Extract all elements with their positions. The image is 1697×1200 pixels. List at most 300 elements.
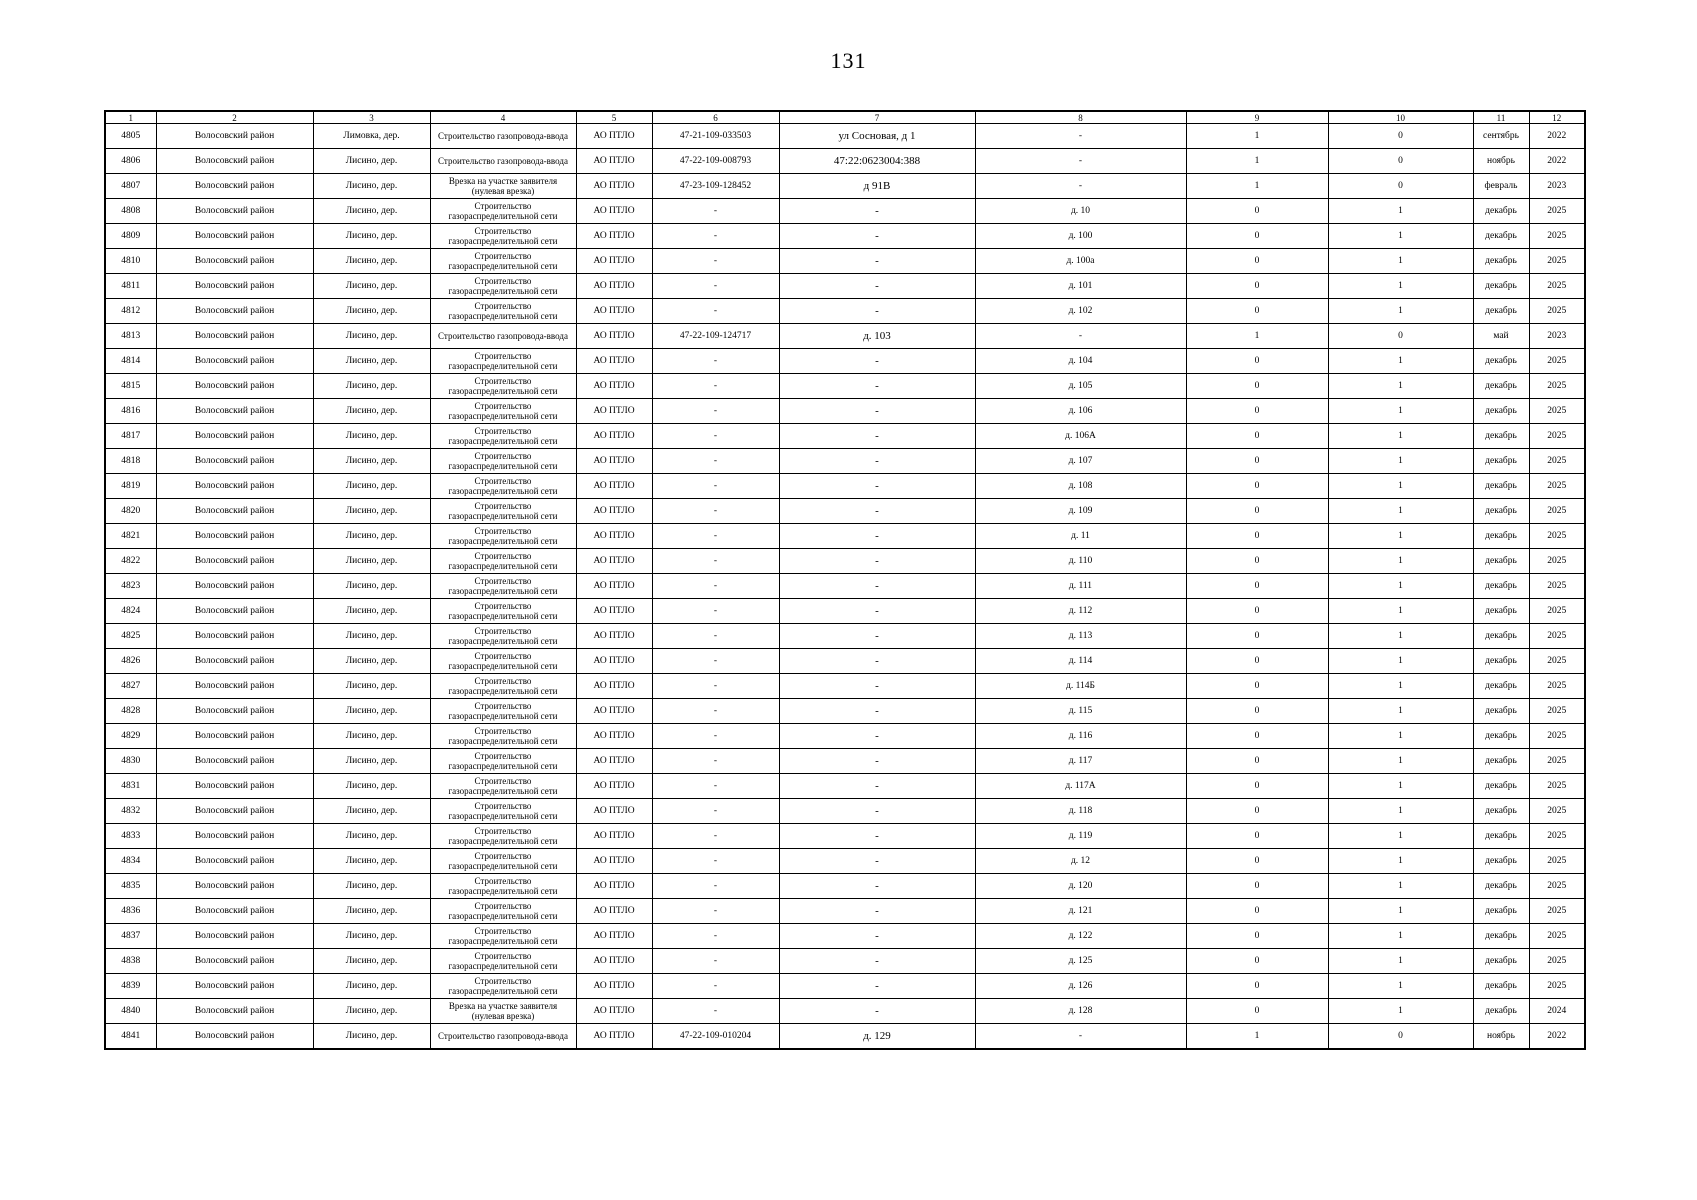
table-row — [105, 174, 1585, 199]
col10-cell: 1 — [1328, 424, 1473, 449]
col10-cell: 1 — [1328, 399, 1473, 424]
address-cell: ул Сосновая, д 1 — [779, 124, 975, 149]
month-cell: декабрь — [1473, 799, 1529, 824]
year-cell: 2025 — [1529, 349, 1585, 374]
col10-cell: 1 — [1328, 499, 1473, 524]
organization-cell: АО ПТЛО — [576, 474, 652, 499]
work-type-cell: Строительство газопровода-ввода — [430, 324, 576, 349]
column-number: 6 — [652, 111, 779, 124]
application-number-cell: - — [652, 899, 779, 924]
address-cell: - — [779, 599, 975, 624]
locality-cell: Лисино, дер. — [313, 249, 430, 274]
table-row — [105, 449, 1585, 474]
district-cell: Волосовский район — [156, 174, 313, 199]
month-cell: декабрь — [1473, 249, 1529, 274]
month-cell: ноябрь — [1473, 149, 1529, 174]
organization-cell: АО ПТЛО — [576, 349, 652, 374]
col9-cell: 0 — [1186, 724, 1328, 749]
application-number-cell: - — [652, 199, 779, 224]
locality-cell: Лисино, дер. — [313, 174, 430, 199]
application-number-cell: - — [652, 749, 779, 774]
col10-cell: 1 — [1328, 199, 1473, 224]
address-cell: - — [779, 424, 975, 449]
row-number-cell: 4812 — [105, 299, 156, 324]
organization-cell: АО ПТЛО — [576, 974, 652, 999]
col9-cell: 1 — [1186, 324, 1328, 349]
year-cell: 2025 — [1529, 674, 1585, 699]
organization-cell: АО ПТЛО — [576, 899, 652, 924]
year-cell: 2025 — [1529, 549, 1585, 574]
organization-cell: АО ПТЛО — [576, 674, 652, 699]
locality-cell: Лисино, дер. — [313, 474, 430, 499]
district-cell: Волосовский район — [156, 149, 313, 174]
organization-cell: АО ПТЛО — [576, 874, 652, 899]
year-cell: 2025 — [1529, 299, 1585, 324]
row-number-cell: 4816 — [105, 399, 156, 424]
col10-cell: 1 — [1328, 474, 1473, 499]
col9-cell: 0 — [1186, 299, 1328, 324]
month-cell: декабрь — [1473, 824, 1529, 849]
col10-cell: 1 — [1328, 999, 1473, 1024]
col9-cell: 0 — [1186, 624, 1328, 649]
organization-cell: АО ПТЛО — [576, 924, 652, 949]
col9-cell: 0 — [1186, 349, 1328, 374]
row-number-cell: 4811 — [105, 274, 156, 299]
col9-cell: 1 — [1186, 149, 1328, 174]
col9-cell: 0 — [1186, 424, 1328, 449]
locality-cell: Лисино, дер. — [313, 574, 430, 599]
month-cell: декабрь — [1473, 674, 1529, 699]
col10-cell: 0 — [1328, 1024, 1473, 1050]
application-number-cell: - — [652, 549, 779, 574]
table-row — [105, 599, 1585, 624]
house-cell: д. 11 — [975, 524, 1186, 549]
locality-cell: Лисино, дер. — [313, 599, 430, 624]
address-cell: - — [779, 274, 975, 299]
locality-cell: Лисино, дер. — [313, 824, 430, 849]
organization-cell: АО ПТЛО — [576, 799, 652, 824]
work-type-cell: Строительство газораспределительной сети — [430, 774, 576, 799]
work-type-cell: Строительство газораспределительной сети — [430, 374, 576, 399]
locality-cell: Лисино, дер. — [313, 649, 430, 674]
application-number-cell: - — [652, 949, 779, 974]
year-cell: 2025 — [1529, 924, 1585, 949]
row-number-cell: 4840 — [105, 999, 156, 1024]
year-cell: 2025 — [1529, 749, 1585, 774]
address-cell: - — [779, 624, 975, 649]
district-cell: Волосовский район — [156, 799, 313, 824]
column-number-row — [105, 111, 1585, 124]
district-cell: Волосовский район — [156, 374, 313, 399]
address-cell: - — [779, 574, 975, 599]
address-cell: - — [779, 649, 975, 674]
application-number-cell: - — [652, 674, 779, 699]
organization-cell: АО ПТЛО — [576, 374, 652, 399]
col10-cell: 1 — [1328, 599, 1473, 624]
work-type-cell: Строительство газораспределительной сети — [430, 349, 576, 374]
table-row — [105, 624, 1585, 649]
row-number-cell: 4809 — [105, 224, 156, 249]
table-row — [105, 674, 1585, 699]
locality-cell: Лисино, дер. — [313, 199, 430, 224]
house-cell: д. 115 — [975, 699, 1186, 724]
year-cell: 2023 — [1529, 324, 1585, 349]
month-cell: декабрь — [1473, 849, 1529, 874]
col10-cell: 1 — [1328, 674, 1473, 699]
col9-cell: 0 — [1186, 224, 1328, 249]
locality-cell: Лисино, дер. — [313, 374, 430, 399]
month-cell: сентябрь — [1473, 124, 1529, 149]
table-row — [105, 774, 1585, 799]
table-row — [105, 949, 1585, 974]
year-cell: 2022 — [1529, 1024, 1585, 1050]
col10-cell: 1 — [1328, 949, 1473, 974]
col10-cell: 1 — [1328, 874, 1473, 899]
work-type-cell: Строительство газораспределительной сети — [430, 224, 576, 249]
work-type-cell: Строительство газораспределительной сети — [430, 924, 576, 949]
row-number-cell: 4830 — [105, 749, 156, 774]
col10-cell: 1 — [1328, 299, 1473, 324]
district-cell: Волосовский район — [156, 224, 313, 249]
work-type-cell: Строительство газораспределительной сети — [430, 499, 576, 524]
col10-cell: 1 — [1328, 249, 1473, 274]
application-number-cell: - — [652, 374, 779, 399]
year-cell: 2024 — [1529, 999, 1585, 1024]
row-number-cell: 4836 — [105, 899, 156, 924]
col10-cell: 1 — [1328, 224, 1473, 249]
month-cell: декабрь — [1473, 699, 1529, 724]
year-cell: 2025 — [1529, 424, 1585, 449]
address-cell: - — [779, 949, 975, 974]
address-cell: - — [779, 524, 975, 549]
month-cell: декабрь — [1473, 449, 1529, 474]
col9-cell: 0 — [1186, 824, 1328, 849]
locality-cell: Лисино, дер. — [313, 424, 430, 449]
col9-cell: 0 — [1186, 274, 1328, 299]
work-type-cell: Строительство газораспределительной сети — [430, 599, 576, 624]
address-cell: - — [779, 824, 975, 849]
month-cell: декабрь — [1473, 374, 1529, 399]
locality-cell: Лисино, дер. — [313, 874, 430, 899]
house-cell: - — [975, 124, 1186, 149]
col9-cell: 0 — [1186, 849, 1328, 874]
application-number-cell: - — [652, 524, 779, 549]
month-cell: декабрь — [1473, 949, 1529, 974]
column-number: 10 — [1328, 111, 1473, 124]
col10-cell: 1 — [1328, 624, 1473, 649]
col10-cell: 1 — [1328, 824, 1473, 849]
column-number: 11 — [1473, 111, 1529, 124]
locality-cell: Лисино, дер. — [313, 849, 430, 874]
address-cell: - — [779, 374, 975, 399]
address-cell: - — [779, 499, 975, 524]
organization-cell: АО ПТЛО — [576, 324, 652, 349]
application-number-cell: - — [652, 924, 779, 949]
row-number-cell: 4832 — [105, 799, 156, 824]
col10-cell: 1 — [1328, 749, 1473, 774]
col10-cell: 1 — [1328, 649, 1473, 674]
column-number: 5 — [576, 111, 652, 124]
month-cell: ноябрь — [1473, 1024, 1529, 1050]
district-cell: Волосовский район — [156, 299, 313, 324]
col10-cell: 1 — [1328, 899, 1473, 924]
month-cell: декабрь — [1473, 774, 1529, 799]
locality-cell: Лисино, дер. — [313, 949, 430, 974]
column-number: 7 — [779, 111, 975, 124]
col9-cell: 0 — [1186, 549, 1328, 574]
address-cell: - — [779, 299, 975, 324]
application-number-cell: - — [652, 224, 779, 249]
row-number-cell: 4829 — [105, 724, 156, 749]
locality-cell: Лисино, дер. — [313, 749, 430, 774]
application-number-cell: 47-23-109-128452 — [652, 174, 779, 199]
work-type-cell: Строительство газопровода-ввода — [430, 149, 576, 174]
address-cell: - — [779, 349, 975, 374]
col10-cell: 0 — [1328, 324, 1473, 349]
column-number: 4 — [430, 111, 576, 124]
row-number-cell: 4824 — [105, 599, 156, 624]
col9-cell: 0 — [1186, 449, 1328, 474]
district-cell: Волосовский район — [156, 1024, 313, 1050]
row-number-cell: 4806 — [105, 149, 156, 174]
house-cell: д. 108 — [975, 474, 1186, 499]
application-number-cell: - — [652, 824, 779, 849]
col9-cell: 0 — [1186, 699, 1328, 724]
locality-cell: Лисино, дер. — [313, 674, 430, 699]
work-type-cell: Строительство газораспределительной сети — [430, 299, 576, 324]
col9-cell: 0 — [1186, 899, 1328, 924]
application-number-cell: - — [652, 724, 779, 749]
month-cell: декабрь — [1473, 624, 1529, 649]
district-cell: Волосовский район — [156, 749, 313, 774]
district-cell: Волосовский район — [156, 824, 313, 849]
work-type-cell: Строительство газораспределительной сети — [430, 974, 576, 999]
work-type-cell: Строительство газораспределительной сети — [430, 574, 576, 599]
district-cell: Волосовский район — [156, 274, 313, 299]
row-number-cell: 4825 — [105, 624, 156, 649]
locality-cell: Лисино, дер. — [313, 699, 430, 724]
year-cell: 2023 — [1529, 174, 1585, 199]
organization-cell: АО ПТЛО — [576, 524, 652, 549]
month-cell: декабрь — [1473, 299, 1529, 324]
table-row — [105, 374, 1585, 399]
month-cell: декабрь — [1473, 899, 1529, 924]
address-cell: - — [779, 449, 975, 474]
row-number-cell: 4818 — [105, 449, 156, 474]
year-cell: 2025 — [1529, 624, 1585, 649]
work-type-cell: Строительство газораспределительной сети — [430, 649, 576, 674]
col10-cell: 1 — [1328, 699, 1473, 724]
locality-cell: Лисино, дер. — [313, 449, 430, 474]
row-number-cell: 4808 — [105, 199, 156, 224]
col10-cell: 1 — [1328, 449, 1473, 474]
row-number-cell: 4841 — [105, 1024, 156, 1050]
work-type-cell: Строительство газораспределительной сети — [430, 624, 576, 649]
table-row — [105, 524, 1585, 549]
house-cell: д. 104 — [975, 349, 1186, 374]
table-row — [105, 549, 1585, 574]
year-cell: 2025 — [1529, 199, 1585, 224]
application-number-cell: - — [652, 799, 779, 824]
organization-cell: АО ПТЛО — [576, 774, 652, 799]
organization-cell: АО ПТЛО — [576, 949, 652, 974]
col10-cell: 1 — [1328, 974, 1473, 999]
month-cell: декабрь — [1473, 274, 1529, 299]
col9-cell: 0 — [1186, 574, 1328, 599]
organization-cell: АО ПТЛО — [576, 274, 652, 299]
application-number-cell: - — [652, 399, 779, 424]
application-number-cell: - — [652, 874, 779, 899]
col9-cell: 0 — [1186, 249, 1328, 274]
table-row — [105, 324, 1585, 349]
year-cell: 2025 — [1529, 824, 1585, 849]
district-cell: Волосовский район — [156, 449, 313, 474]
table-row — [105, 474, 1585, 499]
col9-cell: 0 — [1186, 924, 1328, 949]
locality-cell: Лисино, дер. — [313, 1024, 430, 1050]
district-cell: Волосовский район — [156, 424, 313, 449]
address-cell: д 91В — [779, 174, 975, 199]
month-cell: декабрь — [1473, 924, 1529, 949]
district-cell: Волосовский район — [156, 999, 313, 1024]
row-number-cell: 4826 — [105, 649, 156, 674]
work-type-cell: Врезка на участке заявителя (нулевая врезка) — [430, 999, 576, 1024]
month-cell: май — [1473, 324, 1529, 349]
organization-cell: АО ПТЛО — [576, 174, 652, 199]
table-row — [105, 399, 1585, 424]
house-cell: - — [975, 324, 1186, 349]
house-cell: д. 120 — [975, 874, 1186, 899]
house-cell: д. 111 — [975, 574, 1186, 599]
year-cell: 2025 — [1529, 799, 1585, 824]
organization-cell: АО ПТЛО — [576, 574, 652, 599]
column-number: 3 — [313, 111, 430, 124]
locality-cell: Лисино, дер. — [313, 524, 430, 549]
table-row — [105, 274, 1585, 299]
address-cell: - — [779, 699, 975, 724]
col10-cell: 0 — [1328, 174, 1473, 199]
district-cell: Волосовский район — [156, 124, 313, 149]
col10-cell: 1 — [1328, 274, 1473, 299]
locality-cell: Лисино, дер. — [313, 549, 430, 574]
row-number-cell: 4839 — [105, 974, 156, 999]
row-number-cell: 4821 — [105, 524, 156, 549]
house-cell: д. 121 — [975, 899, 1186, 924]
application-number-cell: - — [652, 774, 779, 799]
organization-cell: АО ПТЛО — [576, 424, 652, 449]
organization-cell: АО ПТЛО — [576, 649, 652, 674]
house-cell: д. 106А — [975, 424, 1186, 449]
work-type-cell: Строительство газораспределительной сети — [430, 274, 576, 299]
address-cell: - — [779, 799, 975, 824]
row-number-cell: 4833 — [105, 824, 156, 849]
house-cell: д. 113 — [975, 624, 1186, 649]
organization-cell: АО ПТЛО — [576, 824, 652, 849]
locality-cell: Лисино, дер. — [313, 299, 430, 324]
organization-cell: АО ПТЛО — [576, 149, 652, 174]
col9-cell: 0 — [1186, 199, 1328, 224]
house-cell: д. 119 — [975, 824, 1186, 849]
organization-cell: АО ПТЛО — [576, 599, 652, 624]
row-number-cell: 4815 — [105, 374, 156, 399]
year-cell: 2022 — [1529, 149, 1585, 174]
address-cell: д. 103 — [779, 324, 975, 349]
district-cell: Волосовский район — [156, 599, 313, 624]
month-cell: декабрь — [1473, 599, 1529, 624]
application-number-cell: - — [652, 424, 779, 449]
district-cell: Волосовский район — [156, 549, 313, 574]
col10-cell: 1 — [1328, 574, 1473, 599]
application-number-cell: 47-22-109-010204 — [652, 1024, 779, 1050]
address-cell: - — [779, 924, 975, 949]
year-cell: 2025 — [1529, 874, 1585, 899]
work-type-cell: Строительство газораспределительной сети — [430, 674, 576, 699]
work-type-cell: Строительство газораспределительной сети — [430, 699, 576, 724]
col9-cell: 0 — [1186, 774, 1328, 799]
year-cell: 2025 — [1529, 274, 1585, 299]
col9-cell: 0 — [1186, 749, 1328, 774]
house-cell: д. 114Б — [975, 674, 1186, 699]
application-number-cell: - — [652, 574, 779, 599]
col10-cell: 1 — [1328, 349, 1473, 374]
district-cell: Волосовский район — [156, 949, 313, 974]
locality-cell: Лисино, дер. — [313, 499, 430, 524]
month-cell: декабрь — [1473, 649, 1529, 674]
col10-cell: 1 — [1328, 549, 1473, 574]
work-type-cell: Строительство газопровода-ввода — [430, 124, 576, 149]
month-cell: декабрь — [1473, 549, 1529, 574]
organization-cell: АО ПТЛО — [576, 749, 652, 774]
row-number-cell: 4820 — [105, 499, 156, 524]
year-cell: 2022 — [1529, 124, 1585, 149]
organization-cell: АО ПТЛО — [576, 399, 652, 424]
col10-cell: 1 — [1328, 374, 1473, 399]
address-cell: - — [779, 249, 975, 274]
house-cell: д. 100а — [975, 249, 1186, 274]
column-number: 1 — [105, 111, 156, 124]
column-number: 9 — [1186, 111, 1328, 124]
house-cell: д. 102 — [975, 299, 1186, 324]
house-cell: д. 106 — [975, 399, 1186, 424]
year-cell: 2025 — [1529, 974, 1585, 999]
house-cell: д. 107 — [975, 449, 1186, 474]
col9-cell: 0 — [1186, 474, 1328, 499]
locality-cell: Лисино, дер. — [313, 724, 430, 749]
house-cell: д. 10 — [975, 199, 1186, 224]
application-number-cell: 47-21-109-033503 — [652, 124, 779, 149]
work-type-cell: Строительство газораспределительной сети — [430, 749, 576, 774]
column-number: 12 — [1529, 111, 1585, 124]
col10-cell: 1 — [1328, 774, 1473, 799]
organization-cell: АО ПТЛО — [576, 124, 652, 149]
row-number-cell: 4827 — [105, 674, 156, 699]
col9-cell: 0 — [1186, 374, 1328, 399]
col9-cell: 0 — [1186, 674, 1328, 699]
row-number-cell: 4813 — [105, 324, 156, 349]
row-number-cell: 4805 — [105, 124, 156, 149]
district-cell: Волосовский район — [156, 524, 313, 549]
organization-cell: АО ПТЛО — [576, 249, 652, 274]
locality-cell: Лимовка, дер. — [313, 124, 430, 149]
organization-cell: АО ПТЛО — [576, 999, 652, 1024]
table-row — [105, 574, 1585, 599]
row-number-cell: 4810 — [105, 249, 156, 274]
organization-cell: АО ПТЛО — [576, 1024, 652, 1050]
table-row — [105, 649, 1585, 674]
col9-cell: 1 — [1186, 174, 1328, 199]
house-cell: д. 109 — [975, 499, 1186, 524]
year-cell: 2025 — [1529, 499, 1585, 524]
